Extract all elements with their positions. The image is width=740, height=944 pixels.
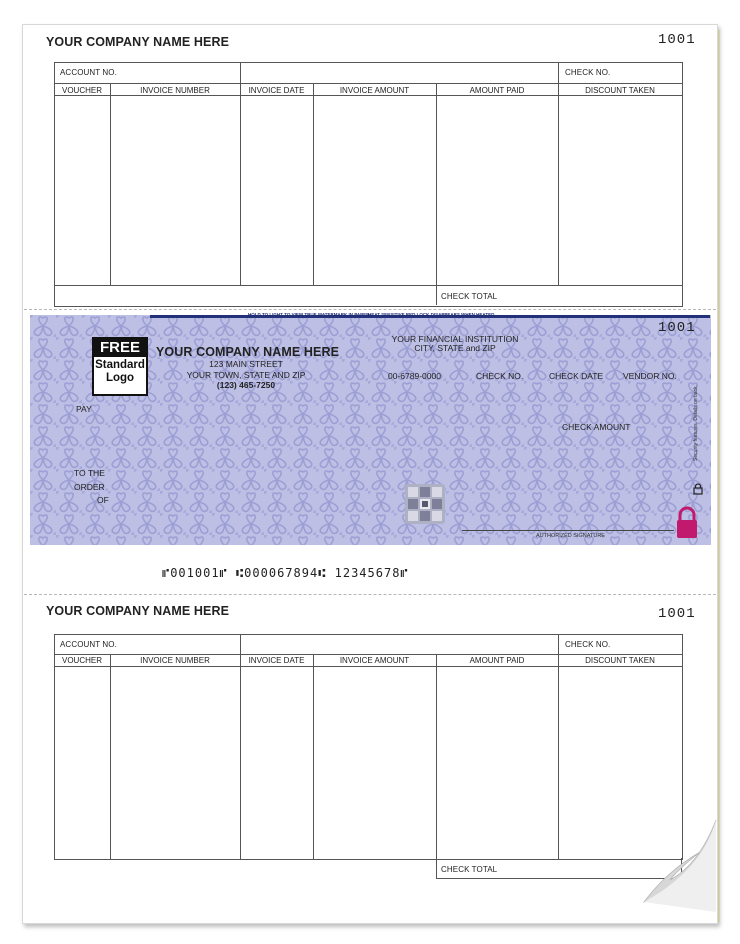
divider — [436, 83, 437, 305]
signature-line — [462, 530, 674, 531]
padlock-icon — [675, 506, 699, 539]
security-note-wrapper — [690, 376, 702, 476]
divider — [436, 654, 437, 879]
standard-logo — [92, 337, 148, 396]
column-header-voucher: VOUCHER — [61, 86, 102, 95]
divider — [313, 83, 314, 285]
column-header-invoice-number: INVOICE NUMBER — [140, 86, 210, 95]
company-phone: (123) 465-7250 — [216, 380, 276, 390]
hologram-icon — [405, 484, 445, 524]
logo-free-text: FREE — [94, 339, 146, 357]
bottom-column-header-invoice-number: INVOICE NUMBER — [140, 656, 210, 665]
divider — [558, 634, 559, 654]
divider — [240, 634, 241, 654]
divider — [54, 666, 682, 667]
divider — [54, 285, 682, 286]
watermark-band-note: HOLD TO LIGHT TO VIEW TRUE WATERMARK IN PAPER — [248, 312, 370, 317]
check-no-field-label: CHECK NO. — [476, 371, 524, 381]
column-header-discount-taken: DISCOUNT TAKEN — [585, 86, 655, 95]
divider — [110, 83, 111, 285]
heat-band-note: HEAT SENSITIVE RED LOCK DISAPPEARS WHEN HEATED — [368, 312, 495, 317]
pay-label: PAY — [76, 404, 92, 414]
divider — [240, 83, 241, 285]
check-company-name: YOUR COMPANY NAME HERE — [156, 345, 340, 359]
order-label: ORDER — [74, 482, 105, 492]
check-no-label: CHECK NO. — [565, 68, 611, 77]
top-stub-check-number: 1001 — [658, 32, 696, 48]
vendor-no-label: VENDOR NO. — [623, 371, 677, 381]
security-features-note: Security features. Details on back. — [693, 385, 699, 461]
company-address-line-1: 123 MAIN STREET — [209, 359, 283, 369]
to-the-label: TO THE — [74, 468, 105, 478]
account-no-label: ACCOUNT NO. — [60, 68, 117, 77]
logo-standard-text: Standard — [95, 359, 145, 371]
check-total-label: CHECK TOTAL — [441, 292, 498, 301]
check-date-label: CHECK DATE — [549, 371, 604, 381]
bank-city: CITY, STATE and ZIP — [414, 343, 496, 353]
divider — [240, 654, 241, 859]
divider — [54, 83, 682, 84]
logo-logo-text: Logo — [105, 372, 135, 384]
bottom-stub-company-name: YOUR COMPANY NAME HERE — [46, 604, 230, 618]
bottom-stub-check-number: 1001 — [658, 606, 696, 622]
perforation-line — [24, 309, 716, 310]
bottom-column-header-invoice-amount: INVOICE AMOUNT — [339, 656, 410, 665]
authorized-signature-label: AUTHORIZED SIGNATURE — [536, 533, 605, 539]
page-curl — [640, 812, 720, 924]
bottom-column-header-discount-taken: DISCOUNT TAKEN — [585, 656, 655, 665]
of-label: OF — [97, 495, 109, 505]
divider — [110, 654, 111, 859]
column-header-invoice-date: INVOICE DATE — [248, 86, 305, 95]
bottom-check-no-label: CHECK NO. — [565, 640, 611, 649]
top-stub-company-name: YOUR COMPANY NAME HERE — [46, 35, 230, 49]
bottom-column-header-amount-paid: AMOUNT PAID — [469, 656, 525, 665]
micr-line: ⑈001001⑈ ⑆000067894⑆ 12345678⑈ — [162, 566, 409, 580]
column-header-invoice-amount: INVOICE AMOUNT — [339, 86, 410, 95]
divider — [54, 95, 682, 96]
company-address-line-2: YOUR TOWN, STATE AND ZIP — [186, 370, 306, 380]
divider — [558, 62, 559, 83]
bottom-column-header-invoice-date: INVOICE DATE — [248, 656, 305, 665]
check-amount-label: CHECK AMOUNT — [562, 422, 631, 432]
small-padlock-icon — [693, 483, 703, 495]
perforation-line — [24, 594, 716, 595]
divider — [240, 62, 241, 83]
divider — [54, 654, 682, 655]
check-number: 1001 — [658, 320, 696, 336]
bottom-account-no-label: ACCOUNT NO. — [60, 640, 117, 649]
divider — [313, 654, 314, 859]
bottom-column-header-voucher: VOUCHER — [61, 656, 102, 665]
bank-name: YOUR FINANCIAL INSTITUTION — [391, 334, 519, 344]
column-header-amount-paid: AMOUNT PAID — [469, 86, 525, 95]
divider — [558, 83, 559, 285]
bottom-stub-table — [54, 634, 683, 860]
divider — [558, 654, 559, 859]
routing-fraction: 00-6789-0000 — [388, 371, 441, 381]
bottom-check-total-label: CHECK TOTAL — [441, 865, 498, 874]
top-stub-table — [54, 62, 683, 307]
